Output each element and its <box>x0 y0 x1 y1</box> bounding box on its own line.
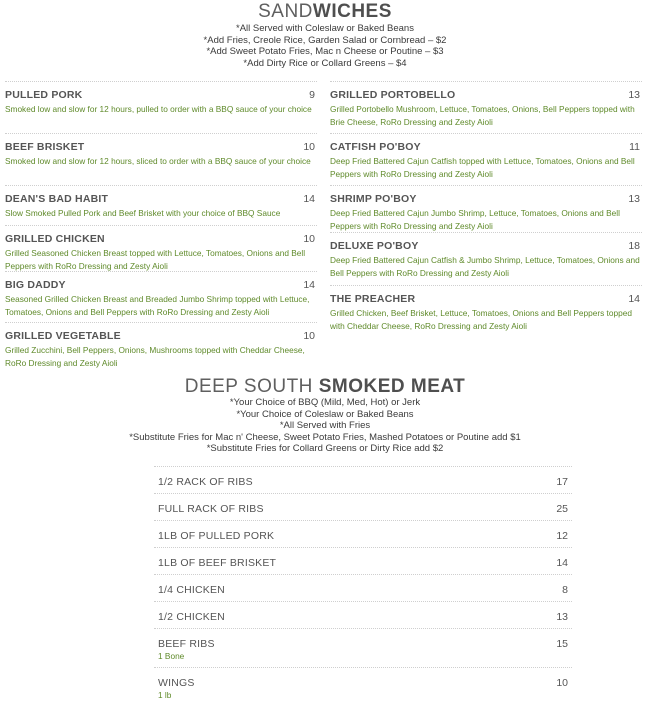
item-price: 13 <box>628 89 640 101</box>
menu-item <box>5 133 317 185</box>
row-name: 1LB OF BEEF BRISKET <box>158 557 277 569</box>
item-name: PULLED PORK <box>5 89 83 101</box>
row-price: 17 <box>556 476 568 488</box>
menu-item <box>5 185 317 225</box>
item-description: Grilled Portobello Mushroom, Lettuce, Tomatoes, Onions, Bell Peppers topped with Brie Cheese, RoRo Dressing and Zesty Aioli <box>330 104 635 127</box>
row-name: FULL RACK OF RIBS <box>158 503 264 515</box>
menu-item <box>330 81 642 133</box>
sandwiches-title-light: SAND <box>258 1 313 22</box>
item-description: Smoked low and slow for 12 hours, sliced to order with a BBQ sauce of your choice <box>5 156 311 166</box>
item-price: 9 <box>309 89 315 101</box>
menu-item <box>330 133 642 185</box>
item-name: GRILLED CHICKEN <box>5 233 105 245</box>
item-price: 11 <box>629 141 640 153</box>
row-name: BEEF RIBS <box>158 638 215 650</box>
smoked-meat-title-bold: SMOKED MEAT <box>318 376 466 397</box>
table-row <box>154 574 572 601</box>
item-description: Seasoned Grilled Chicken Breast and Breaded Jumbo Shrimp topped with Lettuce, Tomatoes, Onions and Bell Peppers with RoRo Dressing and Zesty Aioli <box>5 294 310 317</box>
table-row <box>154 493 572 520</box>
item-description: Grilled Zucchini, Bell Peppers, Onions, Mushrooms topped with Cheddar Cheese, RoRo Dressing and Zesty Aioli <box>5 345 305 368</box>
item-description: Slow Smoked Pulled Pork and Beef Brisket with your choice of BBQ Sauce <box>5 208 281 218</box>
menu-item <box>5 322 317 370</box>
table-row <box>154 547 572 574</box>
smoked-meat-table <box>154 466 572 706</box>
item-description: Smoked low and slow for 12 hours, pulled to order with a BBQ sauce of your choice <box>5 104 312 114</box>
row-price: 13 <box>556 611 568 623</box>
item-name: BIG DADDY <box>5 279 66 291</box>
row-name: 1/2 RACK OF RIBS <box>158 476 253 488</box>
item-name: GRILLED PORTOBELLO <box>330 89 456 101</box>
row-price: 10 <box>556 677 568 689</box>
item-name: DELUXE PO'BOY <box>330 240 419 252</box>
menu-item <box>5 81 317 133</box>
row-price: 12 <box>556 530 568 542</box>
item-description: Deep Fried Battered Cajun Jumbo Shrimp, Lettuce, Tomatoes, Onions and Bell Peppers with RoRo Dressing and Zesty Aioli <box>330 208 620 231</box>
item-name: DEAN'S BAD HABIT <box>5 193 109 205</box>
item-name: GRILLED VEGETABLE <box>5 330 121 342</box>
menu-item <box>330 232 642 285</box>
smoked-meat-note: *Your Choice of BBQ (Mild, Med, Hot) or Jerk <box>229 397 421 408</box>
item-price: 14 <box>303 279 315 291</box>
smoked-meat-note: *Substitute Fries for Collard Greens or Dirty Rice add $2 <box>206 443 444 454</box>
row-price: 14 <box>556 557 568 569</box>
item-name: SHRIMP PO'BOY <box>330 193 417 205</box>
item-description: Deep Fried Battered Cajun Catfish & Jumbo Shrimp, Lettuce, Tomatoes, Onions and Bell Peppers with RoRo Dressing and Zesty Aioli <box>330 255 640 278</box>
row-subtext: 1 lb <box>158 690 172 700</box>
menu-item <box>5 225 317 271</box>
row-price: 15 <box>556 638 568 650</box>
item-price: 13 <box>628 193 640 205</box>
row-price: 25 <box>556 503 568 515</box>
smoked-meat-note: *Substitute Fries for Mac n' Cheese, Sweet Potato Fries, Mashed Potatoes or Poutine add $1 <box>129 431 521 443</box>
row-name: 1/2 CHICKEN <box>158 611 225 623</box>
smoked-meat-note: *Your Choice of Coleslaw or Baked Beans <box>236 408 414 420</box>
sandwiches-title-bold: WICHES <box>312 1 392 22</box>
item-price: 14 <box>628 293 640 305</box>
sandwiches-note: *Add Sweet Potato Fries, Mac n Cheese or Poutine – $3 <box>206 46 444 57</box>
item-price: 18 <box>628 240 640 252</box>
menu-item <box>330 285 642 335</box>
menu-item <box>330 185 642 232</box>
smoked-meat-title-light: DEEP SOUTH <box>184 376 319 397</box>
table-row <box>154 601 572 628</box>
table-row <box>154 520 572 547</box>
sandwiches-notes <box>0 23 650 69</box>
smoked-meat-notes <box>0 397 650 455</box>
table-row <box>154 628 572 667</box>
smoked-meat-note: *All Served with Fries <box>279 420 371 431</box>
sandwiches-title <box>0 1 650 23</box>
item-price: 14 <box>303 193 315 205</box>
sandwiches-right-column <box>330 81 642 335</box>
sandwiches-left-column <box>5 81 317 370</box>
row-subtext: 1 Bone <box>158 651 185 661</box>
item-description: Grilled Seasoned Chicken Breast topped with Lettuce, Tomatoes, Onions and Bell Peppers with RoRo Dressing and Zesty Aioli <box>5 248 306 271</box>
smoked-meat-title <box>0 376 650 398</box>
table-row <box>154 466 572 493</box>
row-name: 1/4 CHICKEN <box>158 584 225 596</box>
row-name: WINGS <box>158 677 195 689</box>
row-name: 1LB OF PULLED PORK <box>158 530 275 542</box>
item-name: BEEF BRISKET <box>5 141 85 153</box>
item-description: Grilled Chicken, Beef Brisket, Lettuce, Tomatoes, Onions and Bell Peppers topped with Cheddar Cheese, RoRo Dressing and Zesty Aioli <box>330 308 632 331</box>
item-price: 10 <box>303 233 315 245</box>
item-name: CATFISH PO'BOY <box>330 141 421 153</box>
row-price: 8 <box>562 584 568 596</box>
sandwiches-note: *Add Dirty Rice or Collard Greens – $4 <box>243 57 407 69</box>
sandwiches-note: *Add Fries, Creole Rice, Garden Salad or Cornbread – $2 <box>203 34 447 46</box>
item-price: 10 <box>303 330 315 342</box>
sandwiches-note: *All Served with Coleslaw or Baked Beans <box>236 23 414 34</box>
item-description: Deep Fried Battered Cajun Catfish topped with Lettuce, Tomatoes, Onions and Bell Peppers with RoRo Dressing and Zesty Aioli <box>330 156 635 179</box>
item-name: THE PREACHER <box>330 293 416 305</box>
item-price: 10 <box>303 141 315 153</box>
menu-item <box>5 271 317 322</box>
table-row <box>154 667 572 706</box>
